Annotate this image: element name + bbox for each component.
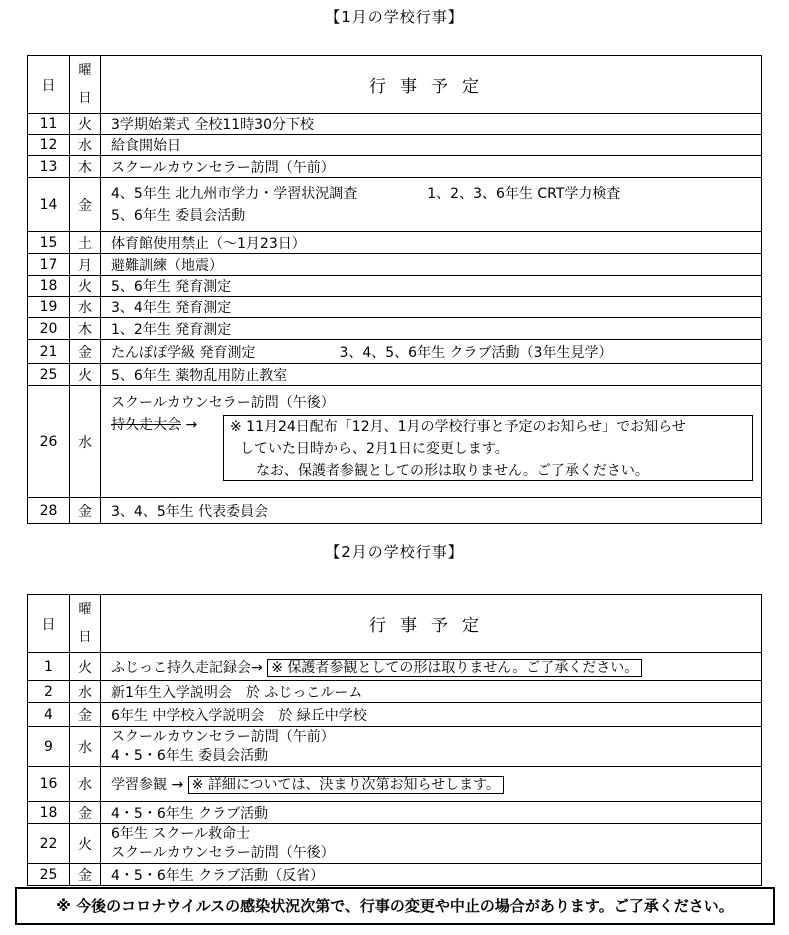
row-weekday: 水 [70, 386, 101, 498]
table-header-row [28, 56, 762, 114]
row-weekday: 木 [70, 318, 101, 340]
row-event: 3学期始業式 全校11時30分下校 [101, 114, 762, 135]
row-event [101, 767, 762, 802]
row-weekday: 火 [70, 276, 101, 297]
row-day: 19 [28, 297, 70, 318]
table-row [28, 364, 762, 386]
row-event [101, 727, 762, 767]
table-row [28, 498, 762, 524]
header-weekday [70, 595, 101, 653]
row-weekday: 土 [70, 232, 101, 254]
row-day: 25 [28, 364, 70, 386]
row-event [101, 653, 762, 681]
table-row [28, 653, 762, 681]
table-row [28, 703, 762, 727]
row-weekday: 金 [70, 178, 101, 232]
row-day: 25 [28, 864, 70, 886]
row-day: 13 [28, 156, 70, 178]
table-row [28, 727, 762, 767]
row-day: 12 [28, 135, 70, 156]
notice-box: ※ 詳細については、決まり次第お知らせします。 [188, 776, 504, 794]
row-day: 28 [28, 498, 70, 524]
table-row [28, 254, 762, 276]
row-day: 14 [28, 178, 70, 232]
row-day: 9 [28, 727, 70, 767]
row-weekday: 金 [70, 802, 101, 824]
row-day: 20 [28, 318, 70, 340]
table-row [28, 156, 762, 178]
table-row [28, 767, 762, 802]
header-weekday-line2: 日 [78, 90, 92, 106]
row-day: 4 [28, 703, 70, 727]
row-day: 2 [28, 681, 70, 703]
row-event [101, 386, 762, 498]
january-title: 【1月の学校行事】 [325, 8, 464, 26]
row-event [101, 178, 762, 232]
table-header-row [28, 595, 762, 653]
event-text: 4、5年生 北九州市学力・学習状況調査 [111, 185, 358, 202]
row-day: 18 [28, 276, 70, 297]
february-title: 【2月の学校行事】 [325, 543, 464, 561]
row-event: 新1年生入学説明会 於 ふじっこルーム [101, 681, 762, 703]
row-event [101, 340, 762, 364]
row-event: 6年生 中学校入学説明会 於 緑丘中学校 [101, 703, 762, 727]
table-row [28, 340, 762, 364]
event-text: 学習参観 → [111, 777, 184, 793]
event-text: 3、4、5、6年生 クラブ活動（3年生見学） [339, 344, 613, 361]
row-weekday: 火 [70, 824, 101, 864]
header-weekday-line1: 曜 [78, 601, 92, 617]
notice-line: していた日時から、2月1日に変更します。 [240, 441, 509, 457]
header-day: 日 [28, 595, 70, 653]
row-event: 1、2年生 発育測定 [101, 318, 762, 340]
row-event: 4・5・6年生 クラブ活動 [101, 802, 762, 824]
event-text: 5、6年生 委員会活動 [111, 207, 246, 224]
row-weekday: 金 [70, 864, 101, 886]
row-event: 給食開始日 [101, 135, 762, 156]
row-weekday: 水 [70, 767, 101, 802]
row-weekday: 金 [70, 340, 101, 364]
row-day: 16 [28, 767, 70, 802]
header-events: 行事予定 [101, 56, 762, 114]
table-row [28, 232, 762, 254]
row-weekday: 火 [70, 364, 101, 386]
row-event: 3、4、5年生 代表委員会 [101, 498, 762, 524]
row-day: 26 [28, 386, 70, 498]
table-row [28, 802, 762, 824]
header-day: 日 [28, 56, 70, 114]
row-event: 体育館使用禁止（～1月23日） [101, 232, 762, 254]
event-text: たんぽぽ学級 発育測定 [111, 344, 256, 361]
row-event: 4・5・6年生 クラブ活動（反省） [101, 864, 762, 886]
table-row [28, 864, 762, 886]
row-day: 22 [28, 824, 70, 864]
change-notice-box [223, 415, 753, 481]
event-text: スクールカウンセラー訪問（午後） [111, 395, 335, 411]
row-weekday: 金 [70, 498, 101, 524]
notice-box: ※ 保護者参観としての形は取りません。ご了承ください。 [267, 659, 642, 677]
row-day: 18 [28, 802, 70, 824]
table-row [28, 276, 762, 297]
header-events: 行事予定 [101, 595, 762, 653]
table-row [28, 297, 762, 318]
row-weekday: 月 [70, 254, 101, 276]
row-event: 避難訓練（地震） [101, 254, 762, 276]
event-text: 6年生 スクール救命士 [111, 825, 251, 842]
row-event: 5、6年生 発育測定 [101, 276, 762, 297]
january-schedule-table [27, 55, 762, 524]
notice-line: なお、保護者参観としての形は取りません。ご了承ください。 [256, 463, 649, 479]
header-weekday-line2: 日 [78, 629, 92, 645]
event-text: スクールカウンセラー訪問（午前） [111, 728, 335, 745]
table-row [28, 386, 762, 498]
covid-notice-footer: ※ 今後のコロナウイルスの感染状況次第で、行事の変更や中止の場合があります。ご了承ください。 [15, 887, 775, 925]
february-schedule-table [27, 594, 762, 886]
row-day: 11 [28, 114, 70, 135]
row-day: 17 [28, 254, 70, 276]
row-weekday: 水 [70, 135, 101, 156]
table-row [28, 681, 762, 703]
table-row [28, 318, 762, 340]
row-weekday: 金 [70, 703, 101, 727]
arrow: → [185, 417, 198, 433]
row-day: 15 [28, 232, 70, 254]
row-event: 5、6年生 薬物乱用防止教室 [101, 364, 762, 386]
table-row [28, 114, 762, 135]
event-text: 4・5・6年生 委員会活動 [111, 747, 269, 764]
row-weekday: 水 [70, 727, 101, 767]
event-text: ふじっこ持久走記録会→ [111, 659, 263, 676]
table-row [28, 824, 762, 864]
row-weekday: 木 [70, 156, 101, 178]
table-row [28, 178, 762, 232]
table-row [28, 135, 762, 156]
row-day: 21 [28, 340, 70, 364]
header-weekday [70, 56, 101, 114]
notice-line: ※ 11月24日配布「12月、1月の学校行事と予定のお知らせ」でお知らせ [230, 419, 686, 435]
row-event [101, 824, 762, 864]
row-weekday: 水 [70, 297, 101, 318]
header-weekday-line1: 曜 [78, 62, 92, 78]
event-text: スクールカウンセラー訪問（午後） [111, 844, 335, 861]
row-day: 1 [28, 653, 70, 681]
row-weekday: 火 [70, 653, 101, 681]
cancelled-event: 持久走大会 [111, 417, 181, 433]
row-event: スクールカウンセラー訪問（午前） [101, 156, 762, 178]
row-weekday: 水 [70, 681, 101, 703]
row-event: 3、4年生 発育測定 [101, 297, 762, 318]
event-text: 1、2、3、6年生 CRT学力検査 [427, 185, 621, 202]
row-weekday: 火 [70, 114, 101, 135]
